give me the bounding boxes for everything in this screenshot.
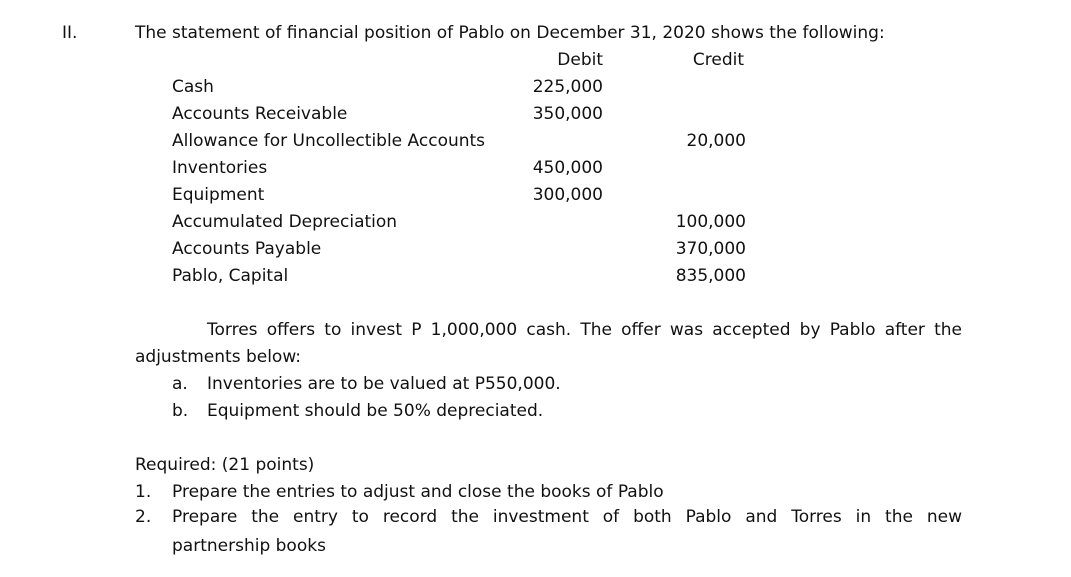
- debit-header: Debit: [557, 50, 603, 70]
- debit-value: 350,000: [532, 104, 603, 124]
- account-name: Pablo, Capital: [172, 266, 289, 286]
- required-item: Prepare the entry to record the investment of both Pablo and Torres in the new: [172, 507, 962, 527]
- debit-value: 450,000: [532, 158, 603, 178]
- debit-value: 225,000: [532, 77, 603, 97]
- account-name: Accounts Payable: [172, 239, 322, 259]
- required-heading: Required: (21 points): [135, 455, 315, 475]
- required-item-continuation: partnership books: [172, 536, 326, 556]
- account-name: Accounts Receivable: [172, 104, 348, 124]
- account-name: Allowance for Uncollectible Accounts: [172, 131, 486, 151]
- credit-value: 370,000: [675, 239, 746, 259]
- list-marker: 1.: [135, 482, 152, 502]
- required-item: Prepare the entries to adjust and close the books of Pablo: [172, 482, 664, 502]
- adjustment-item: Inventories are to be valued at P550,000.: [207, 374, 561, 394]
- credit-header: Credit: [692, 50, 744, 70]
- problem-statement: The statement of financial position of Pablo on December 31, 2020 shows the following:: [135, 23, 885, 43]
- credit-value: 20,000: [686, 131, 746, 151]
- adjustment-item: Equipment should be 50% depreciated.: [207, 401, 544, 421]
- problem-number: II.: [62, 23, 78, 43]
- offer-text-line2: adjustments below:: [135, 347, 302, 367]
- credit-value: 100,000: [675, 212, 746, 232]
- offer-text-line1: Torres offers to invest P 1,000,000 cash. The offer was accepted by Pablo after the: [207, 320, 962, 340]
- account-name: Accumulated Depreciation: [172, 212, 398, 232]
- account-name: Equipment: [172, 185, 265, 205]
- debit-value: 300,000: [532, 185, 603, 205]
- credit-value: 835,000: [675, 266, 746, 286]
- list-marker: a.: [172, 374, 188, 394]
- account-name: Inventories: [172, 158, 268, 178]
- list-marker: 2.: [135, 507, 152, 527]
- list-marker: b.: [172, 401, 189, 421]
- account-name: Cash: [172, 77, 214, 97]
